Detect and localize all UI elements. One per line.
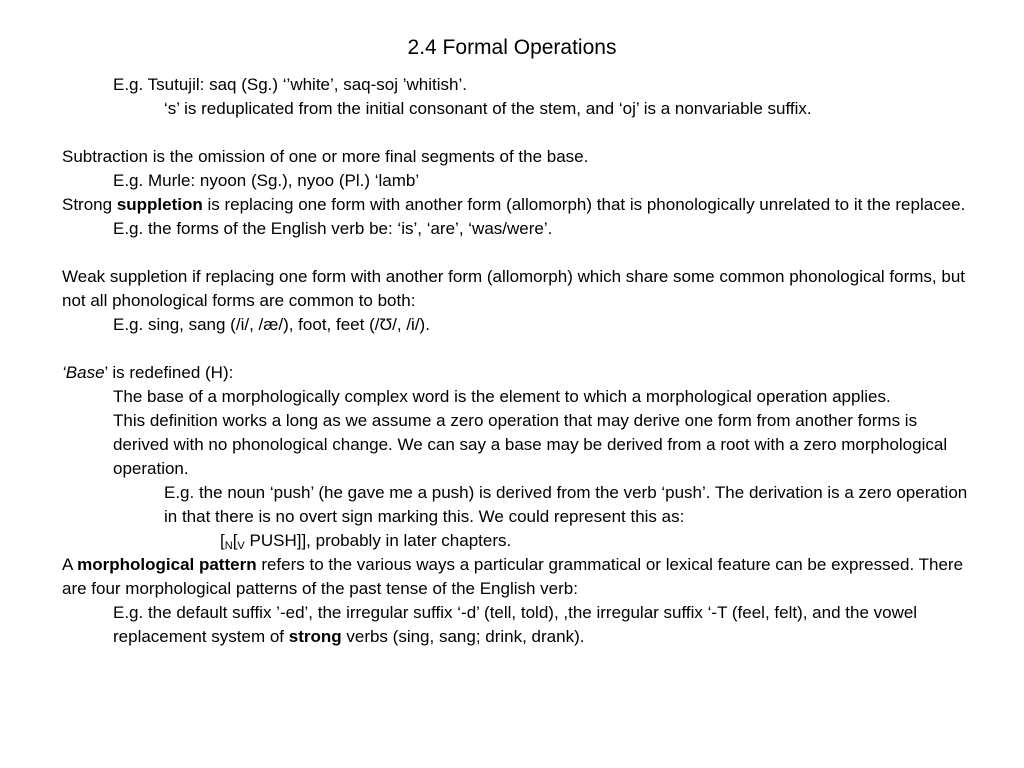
text-run: Strong [62,195,117,214]
spacer [62,337,972,361]
slide-body [62,73,972,649]
example-sing: E.g. sing, sang (/i/, /æ/), foot, feet (/Ʊ/, /i/). [113,315,430,334]
bracket-notation [62,529,972,553]
example-tsutujil: E.g. Tsutujil: saq (Sg.) ‘’white’, saq-soj ’whitish’. [113,75,467,94]
slide-title: 2.4 Formal Operations [407,36,617,59]
text-run: [ [220,531,225,550]
example-past-tense [62,601,972,649]
text-run: verbs (sing, sang; drink, drank). [341,627,585,646]
base-definition: The base of a morphologically complex word is the element to which a morphological operation applies. [113,387,891,406]
weak-suppletion-definition: Weak suppletion if replacing one form with another form (allomorph) which share some common phonological forms, but not all phonological forms are common to both: [62,267,966,310]
bold-term-suppletion: suppletion [116,195,203,214]
text-run: E.g. the default suffix ’-ed’, the irregular suffix ‘-d’ (tell, told), ,the irregular suffix ‘-T (feel, felt), and the vowel replacement system of [113,603,918,646]
text-run: PUSH]], probably in later chapters. [244,531,512,550]
example-push: E.g. the noun ‘push’ (he gave me a push) is derived from the verb ‘push’. The derivation is a zero operation in that there is no overt sign marking this. We could represent this as: [164,483,968,526]
zero-operation-definition: This definition works a long as we assume a zero operation that may derive one form from another forms is derived with no phonological change. We can say a base may be derived from a root with a zero morphological operation. [113,411,948,478]
italic-term-base: ‘Base [62,363,105,382]
base-redefined-heading [62,361,972,385]
example-murle: E.g. Murle: nyoon (Sg.), nyoo (Pl.) ‘lamb’ [113,171,420,190]
bold-term-morphological-pattern: morphological pattern [77,555,257,574]
text-run: ’ is redefined (H): [104,363,234,382]
text-run: A [62,555,78,574]
bold-term-strong: strong [288,627,342,646]
example-be: E.g. the forms of the English verb be: ‘is’, ‘are’, ‘was/were’. [113,219,553,238]
subscript-v: V [237,540,245,552]
text-run: is replacing one form with another form (allomorph) that is phonologically unrelated to it the replacee. [202,195,966,214]
text-run: refers to the various ways a particular grammatical or lexical feature can be expressed. There are four morphological patterns of the past tense of the English verb: [62,555,964,598]
spacer [62,121,972,145]
morphological-pattern-definition [62,553,972,601]
reduplication-note: ‘s’ is reduplicated from the initial consonant of the stem, and ‘oj’ is a nonvariable suffix. [164,99,812,118]
text-run: [ [232,531,238,550]
spacer [62,241,972,265]
subtraction-definition: Subtraction is the omission of one or more final segments of the base. [62,147,589,166]
subscript-n: N [224,540,233,552]
strong-suppletion-definition [62,193,972,217]
